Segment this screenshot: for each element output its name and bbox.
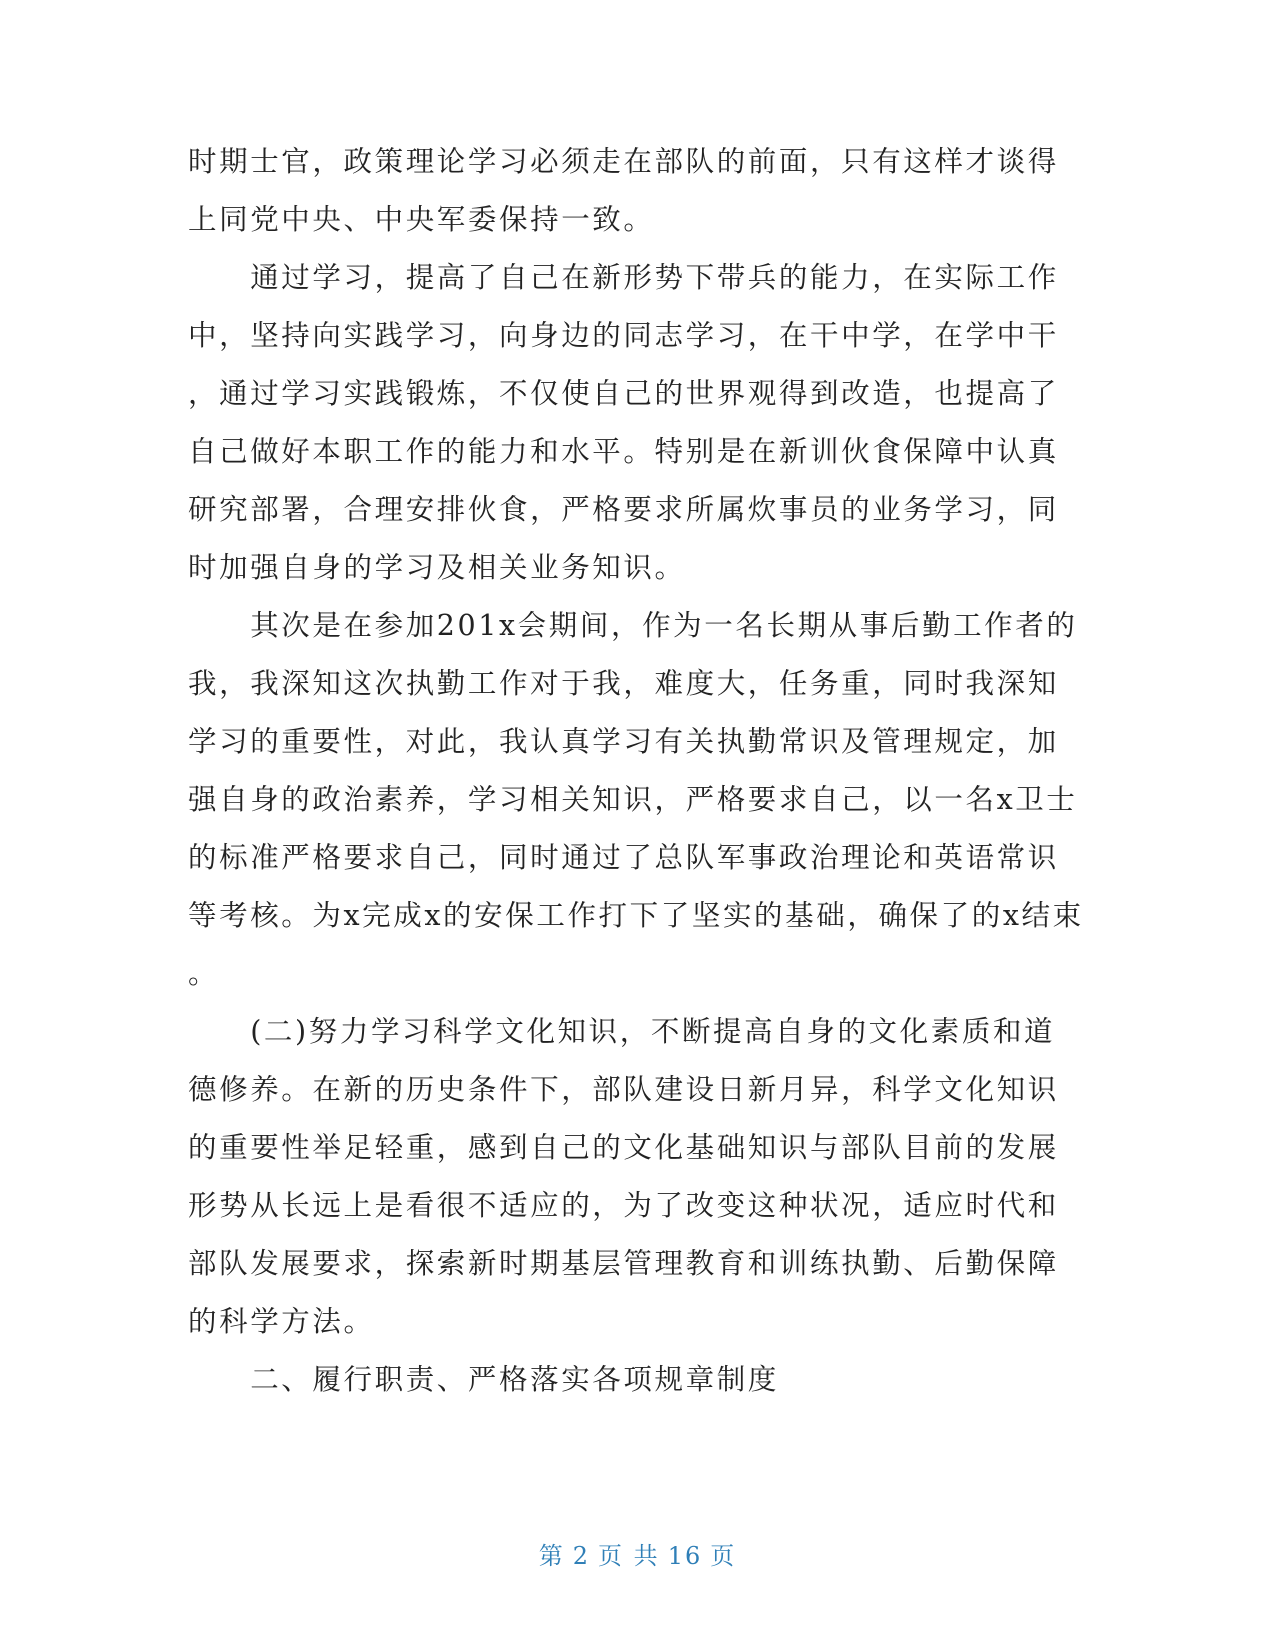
text-line-1: 时期士官，政策理论学习必须走在部队的前面，只有这样才谈得 [188, 145, 1059, 178]
text-line-17: 德修养。在新的历史条件下，部队建设日新月异，科学文化知识 [188, 1073, 1059, 1106]
text-line-15: 。 [188, 957, 220, 990]
footer-suffix: 页 [710, 1542, 737, 1570]
text-line-4: 中，坚持向实践学习，向身边的同志学习，在干中学，在学中干 [188, 319, 1059, 352]
text-line-8: 时加强自身的学习及相关业务知识。 [188, 551, 686, 584]
text-line-10: 我，我深知这次执勤工作对于我，难度大，任务重，同时我深知 [188, 667, 1059, 700]
text-line-2: 上同党中央、中央军委保持一致。 [188, 203, 655, 236]
text-line-5: ，通过学习实践锻炼，不仅使自己的世界观得到改造，也提高了 [188, 377, 1059, 410]
text-line-13: 的标准严格要求自己，同时通过了总队军事政治理论和英语常识 [188, 841, 1059, 874]
page-footer [0, 1540, 1275, 1572]
text-line-19: 形势从长远上是看很不适应的，为了改变这种状况，适应时代和 [188, 1189, 1059, 1222]
text-line-20: 部队发展要求，探索新时期基层管理教育和训练执勤、后勤保障 [188, 1247, 1059, 1280]
text-line-7: 研究部署，合理安排伙食，严格要求所属炊事员的业务学习，同 [188, 493, 1059, 526]
text-line-18: 的重要性举足轻重，感到自己的文化基础知识与部队目前的发展 [188, 1131, 1059, 1164]
text-line-11: 学习的重要性，对此，我认真学习有关执勤常识及管理规定，加 [188, 725, 1059, 758]
text-line-3: 通过学习，提高了自己在新形势下带兵的能力，在实际工作 [188, 261, 1059, 294]
footer-total-pages: 16 [667, 1542, 703, 1570]
text-line-22: 二、履行职责、严格落实各项规章制度 [188, 1363, 779, 1396]
footer-prefix: 第 [538, 1542, 565, 1570]
text-line-12: 强自身的政治素养，学习相关知识，严格要求自己，以一名x卫士 [188, 783, 1078, 816]
footer-page-number: 2 [572, 1542, 591, 1570]
text-line-21: 的科学方法。 [188, 1305, 375, 1338]
text-line-9: 其次是在参加201x会期间，作为一名长期从事后勤工作者的 [188, 609, 1078, 642]
footer-middle: 页 共 [598, 1542, 660, 1570]
text-line-16: (二)努力学习科学文化知识，不断提高自身的文化素质和道 [188, 1015, 1056, 1048]
text-line-14: 等考核。为x完成x的安保工作打下了坚实的基础，确保了的x结束 [188, 899, 1084, 932]
text-line-6: 自己做好本职工作的能力和水平。特别是在新训伙食保障中认真 [188, 435, 1059, 468]
